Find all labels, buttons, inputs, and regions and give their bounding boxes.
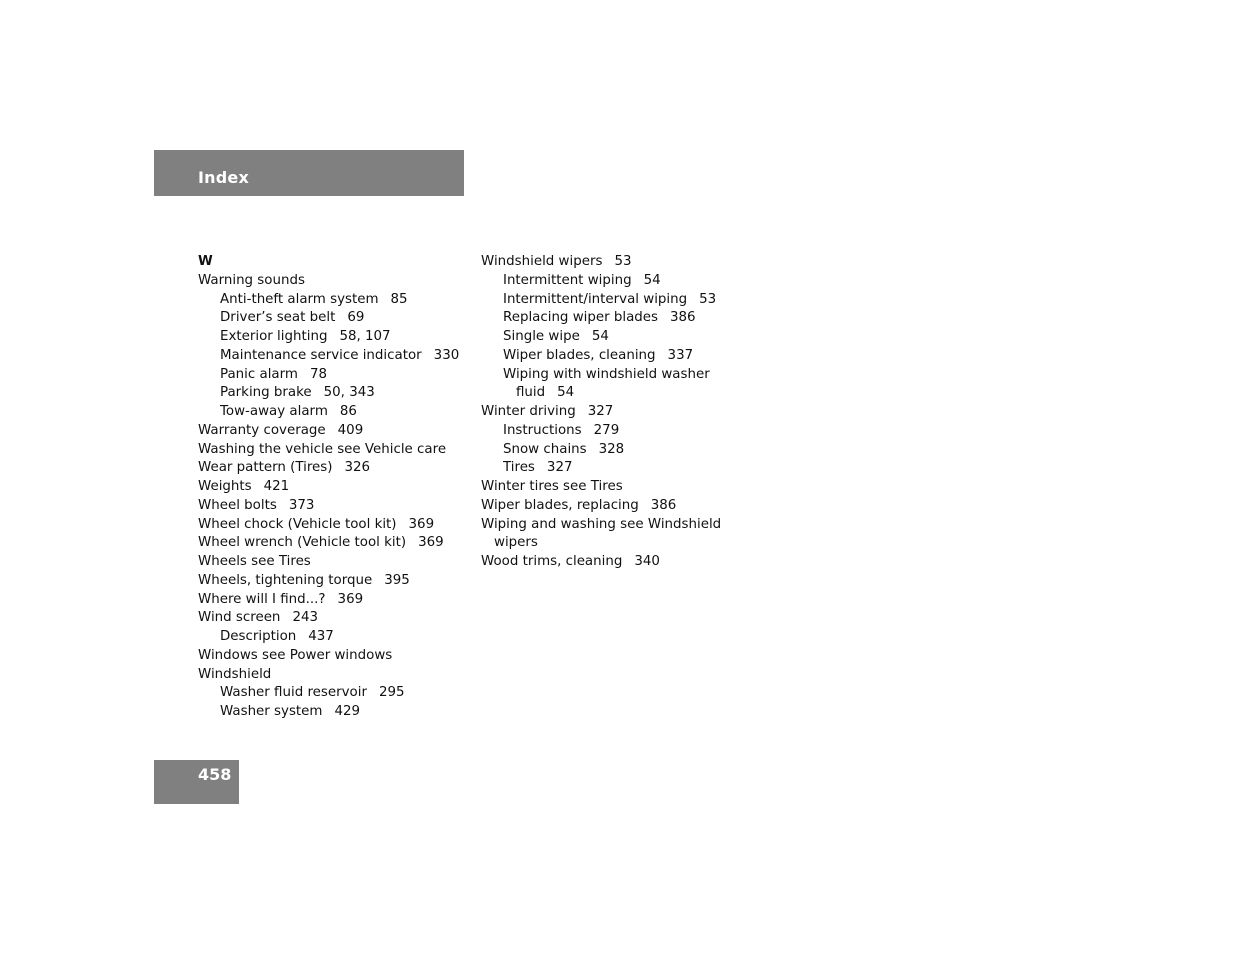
- index-entry: [481, 366, 751, 385]
- index-entry: [481, 328, 751, 347]
- page-number: 458: [198, 765, 232, 784]
- index-entry-page-ref: 327: [546, 460, 573, 476]
- index-entry-text: Windows see Power windows: [198, 647, 393, 663]
- index-entry-text: Where will I find...?: [198, 591, 326, 607]
- index-entry: [198, 497, 468, 516]
- index-entry-page-ref: 337: [667, 347, 694, 363]
- index-entry: [481, 534, 751, 553]
- index-entry-text: Winter driving: [481, 404, 576, 419]
- index-entry: [198, 459, 468, 478]
- index-entry: [198, 328, 468, 347]
- index-entry-page-ref: 54: [643, 272, 661, 288]
- index-entry-page-ref: 54: [591, 329, 609, 344]
- index-entry: [198, 422, 468, 441]
- index-entry-text: Tires: [503, 460, 535, 476]
- index-entry-page-ref: 330: [433, 347, 460, 363]
- index-entry-page-ref: 369: [337, 591, 364, 607]
- index-entry-text: Wiper blades, replacing: [481, 497, 639, 513]
- index-entry: [198, 703, 468, 722]
- index-entry-text: Intermittent/interval wiping: [503, 291, 688, 307]
- index-entry-text: Parking brake: [220, 385, 312, 401]
- index-entry-text: Wheel chock (Vehicle tool kit): [198, 516, 397, 532]
- index-entry-page-ref: 327: [587, 404, 614, 419]
- index-entry-text: Wheels, tightening torque: [198, 572, 373, 588]
- index-entry: [198, 647, 468, 666]
- index-entry-page-ref: 395: [384, 572, 410, 588]
- index-entry-list-left: [198, 272, 468, 722]
- index-entry: [198, 309, 468, 328]
- index-entry-text: Wear pattern (Tires): [198, 460, 333, 476]
- index-entry: [198, 347, 468, 366]
- index-entry-page-ref: 295: [378, 685, 405, 701]
- index-entry: [198, 534, 468, 553]
- index-entry: [198, 403, 468, 422]
- index-entry-page-ref: 279: [593, 422, 620, 438]
- index-entry-page-ref: 53: [614, 254, 632, 269]
- index-entry-page-ref: 50, 343: [323, 385, 375, 401]
- index-entry-page-ref: 69: [347, 310, 365, 326]
- index-column-right: [481, 253, 751, 572]
- header-bar: [154, 150, 464, 196]
- index-entry-text: Exterior lighting: [220, 329, 328, 344]
- index-entry-page-ref: 369: [418, 535, 444, 551]
- index-entry: [198, 684, 468, 703]
- index-entry-text: Description: [220, 629, 297, 644]
- index-entry-page-ref: 86: [339, 404, 357, 419]
- index-entry: [481, 422, 751, 441]
- index-entry-page-ref: 409: [337, 422, 364, 438]
- index-entry: [481, 478, 751, 497]
- index-entry-text: Warranty coverage: [198, 422, 326, 438]
- index-entry-text: Single wipe: [503, 329, 580, 344]
- index-entry-page-ref: 373: [288, 497, 315, 513]
- page-title: Index: [198, 168, 249, 187]
- index-entry: [198, 384, 468, 403]
- index-entry: [198, 441, 468, 460]
- index-entry: [198, 366, 468, 385]
- index-entry: [198, 291, 468, 310]
- index-entry-text: Snow chains: [503, 441, 587, 457]
- index-entry-text: Washer system: [220, 704, 323, 719]
- index-entry-text: Wheels see Tires: [198, 554, 311, 569]
- index-entry: [198, 272, 468, 291]
- index-entry-page-ref: 386: [650, 497, 677, 513]
- index-entry-text: Instructions: [503, 422, 582, 438]
- index-entry-page-ref: 340: [634, 554, 660, 569]
- index-entry: [481, 553, 751, 572]
- index-entry-text: Replacing wiper blades: [503, 310, 659, 326]
- index-entry: [198, 609, 468, 628]
- index-column-left: [198, 253, 468, 722]
- index-entry-page-ref: 78: [309, 366, 327, 382]
- page-number-box: [154, 760, 239, 804]
- index-entry-page-ref: 54: [557, 385, 575, 401]
- index-entry-text: Warning sounds: [198, 272, 305, 288]
- index-entry-text: Intermittent wiping: [503, 272, 632, 288]
- index-entry: [198, 553, 468, 572]
- index-entry: [481, 403, 751, 422]
- index-entry-text: Windshield: [198, 666, 272, 682]
- index-entry: [481, 497, 751, 516]
- index-entry-text: Washing the vehicle see Vehicle care: [198, 441, 447, 457]
- index-entry-text: Wiping with windshield washer: [503, 366, 710, 382]
- index-entry-text: Maintenance service indicator: [220, 347, 422, 363]
- index-entry-text: Wiper blades, cleaning: [503, 347, 656, 363]
- index-entry: [481, 291, 751, 310]
- index-entry: [198, 628, 468, 647]
- index-entry-page-ref: 58, 107: [339, 329, 391, 344]
- index-entry-page-ref: 369: [408, 516, 435, 532]
- index-entry-page-ref: 437: [308, 629, 334, 644]
- index-entry-text: fluid: [516, 385, 546, 401]
- index-entry: [198, 478, 468, 497]
- index-entry-text: Winter tires see Tires: [481, 479, 623, 494]
- index-entry-page-ref: 85: [390, 291, 408, 307]
- index-entry-text: Wiping and washing see Windshield: [481, 516, 722, 532]
- index-entry-text: Panic alarm: [220, 366, 298, 382]
- index-entry-page-ref: 328: [598, 441, 625, 457]
- index-entry: [481, 441, 751, 460]
- index-entry-text: wipers: [494, 535, 538, 551]
- index-entry-text: Anti-theft alarm system: [220, 291, 379, 307]
- index-entry-text: Driver’s seat belt: [220, 310, 336, 326]
- index-entry: [481, 309, 751, 328]
- index-entry-text: Wood trims, cleaning: [481, 554, 623, 569]
- index-entry-text: Weights: [198, 479, 252, 494]
- index-entry: [198, 572, 468, 591]
- index-entry: [198, 591, 468, 610]
- index-entry-text: Tow-away alarm: [220, 404, 328, 419]
- index-entry-page-ref: 243: [292, 610, 318, 626]
- index-entry-list-right: [481, 253, 751, 572]
- index-entry: [198, 666, 468, 685]
- index-entry-text: Wheel wrench (Vehicle tool kit): [198, 535, 407, 551]
- index-entry-page-ref: 429: [334, 704, 361, 719]
- index-entry-page-ref: 386: [670, 310, 696, 326]
- index-entry: [481, 253, 751, 272]
- index-entry: [481, 347, 751, 366]
- index-entry-text: Wind screen: [198, 610, 281, 626]
- index-entry: [481, 459, 751, 478]
- index-entry-page-ref: 326: [344, 460, 371, 476]
- index-section-letter: W: [198, 254, 213, 269]
- index-entry-page-ref: 53: [699, 291, 717, 307]
- index-entry: [481, 272, 751, 291]
- index-entry-text: Washer fluid reservoir: [220, 685, 367, 701]
- index-entry-text: Wheel bolts: [198, 497, 277, 513]
- index-entry: [198, 516, 468, 535]
- index-entry: [481, 516, 751, 535]
- index-entry-page-ref: 421: [263, 479, 290, 494]
- index-entry: [481, 384, 751, 403]
- index-entry-text: Windshield wipers: [481, 254, 603, 269]
